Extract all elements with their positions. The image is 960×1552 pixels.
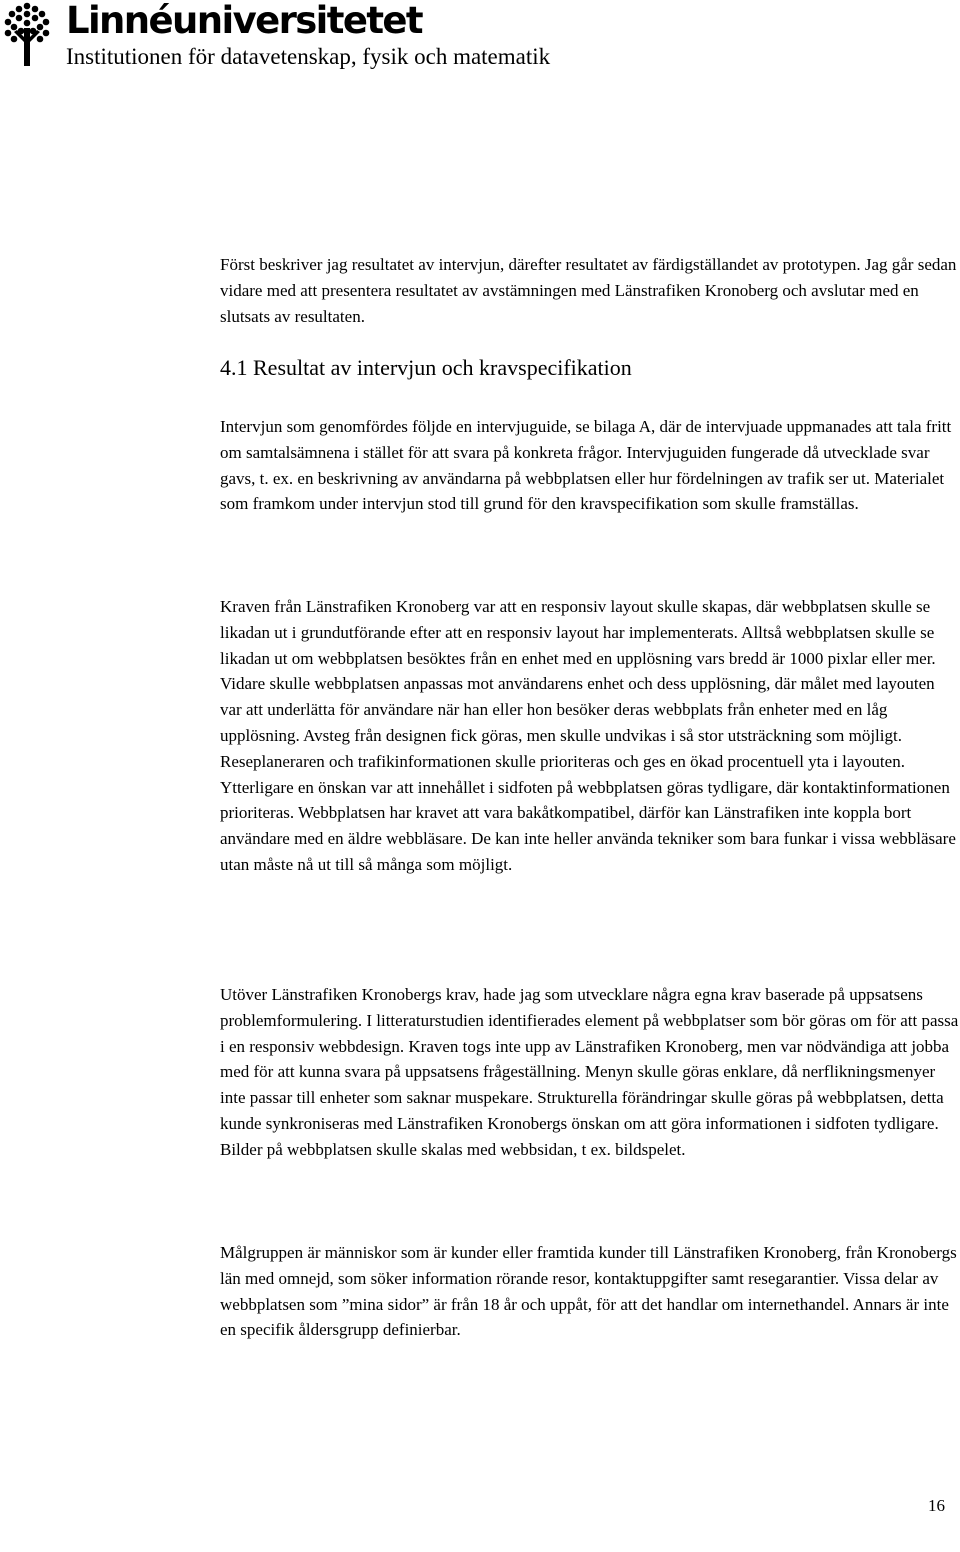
page-number: 16 (928, 1496, 945, 1515)
intro-paragraph: Först beskriver jag resultatet av intervjun, därefter resultatet av färdigställandet av prototypen. Jag går sedan vidare med att presentera resultatet av avstämningen med Länstrafiken Kronoberg och avslutar med en slutsats av resultaten. (220, 255, 957, 326)
paragraph-own-requirements: Utöver Länstrafiken Kronobergs krav, hade jag som utvecklare några egna krav baserade på uppsatsens problemformulering. I litteraturstudien identifierades element på webbplatser som bör göras om för att passa i en responsiv webbdesign. Kraven togs inte upp av Länstrafiken Kronoberg, men var nödvändiga att jobba med för att kunna svara på uppsatsens frågeställning. Menyn skulle göras enklare, då nerflikningsmenyer inte passar till enheter som saknar muspekare. Strukturella förändringar skulle göras på webbplatsen, detta kunde synkroniseras med Länstrafiken Kronobergs önskan om att göra informationen i sidfoten tydligare. Bilder på webbplatsen skulle skalas med webbsidan, t ex. bildspelet. (220, 985, 959, 1159)
paragraph-requirements: Kraven från Länstrafiken Kronoberg var att en responsiv layout skulle skapas, där webbplatsen skulle se likadan ut i grundutförande efter att en responsiv layout har implementerats. Alltså webbplatsen skulle se likadan ut om webbplatsen besöktes från en enhet med en upplösning vars bredd är 1000 pixlar eller mer. Vidare skulle webbplatsen anpassas mot användarens enhet och dess upplösning, där målet med layouten var att underlätta för användare när han eller hon besöker deras webbplats från enheter med en låg upplösning. Avsteg från designen fick göras, men skulle undvikas i så stor utsträckning som möjligt. Reseplaneraren och trafikinformationen skulle prioriteras och ges en ökad procentuell yta i layouten. Ytterligare en önskan var att innehållet i sidfoten på webbplatsen göras tydligare, där kontaktinformationen prioriteras. Webbplatsen har kravet att vara bakåtkompatibel, därför kan Länstrafiken inte koppla bort användare med en äldre webbläsare. De kan inte heller använda tekniker som bara funkar i vissa webbläsare utan måste nå ut till så många som möjligt. (220, 597, 956, 874)
paragraph-target-group: Målgruppen är människor som är kunder eller framtida kunder till Länstrafiken Kronoberg, från Kronobergs län med omnejd, som söker information rörande resor, kontaktuppgifter samt resegarantier. Vissa delar av webbplatsen som ”mina sidor” är från 18 år och uppåt, för att det handlar om internethandel. Annars är inte en specifik åldersgrupp definierbar. (220, 1243, 957, 1340)
paragraph-interview: Intervjun som genomfördes följde en intervjuguide, se bilaga A, där de intervjuade uppmanades att tala fritt om samtalsämnena i stället för att svara på konkreta frågor. Intervjuguiden fungerade då utvecklade svar gavs, t. ex. en beskrivning av användarna på webbplatsen eller hur fördelningen av trafik ser ut. Materialet som framkom under intervjun stod till grund för den kravspecifikation som skulle framställas. (220, 417, 952, 514)
institution-name: Institutionen för datavetenskap, fysik och matematik (66, 44, 551, 69)
section-heading: 4.1 Resultat av intervjun och kravspecifikation (220, 355, 632, 380)
university-name: Linnéuniversitetet (66, 0, 423, 42)
tree-logo-icon (2, 2, 52, 66)
